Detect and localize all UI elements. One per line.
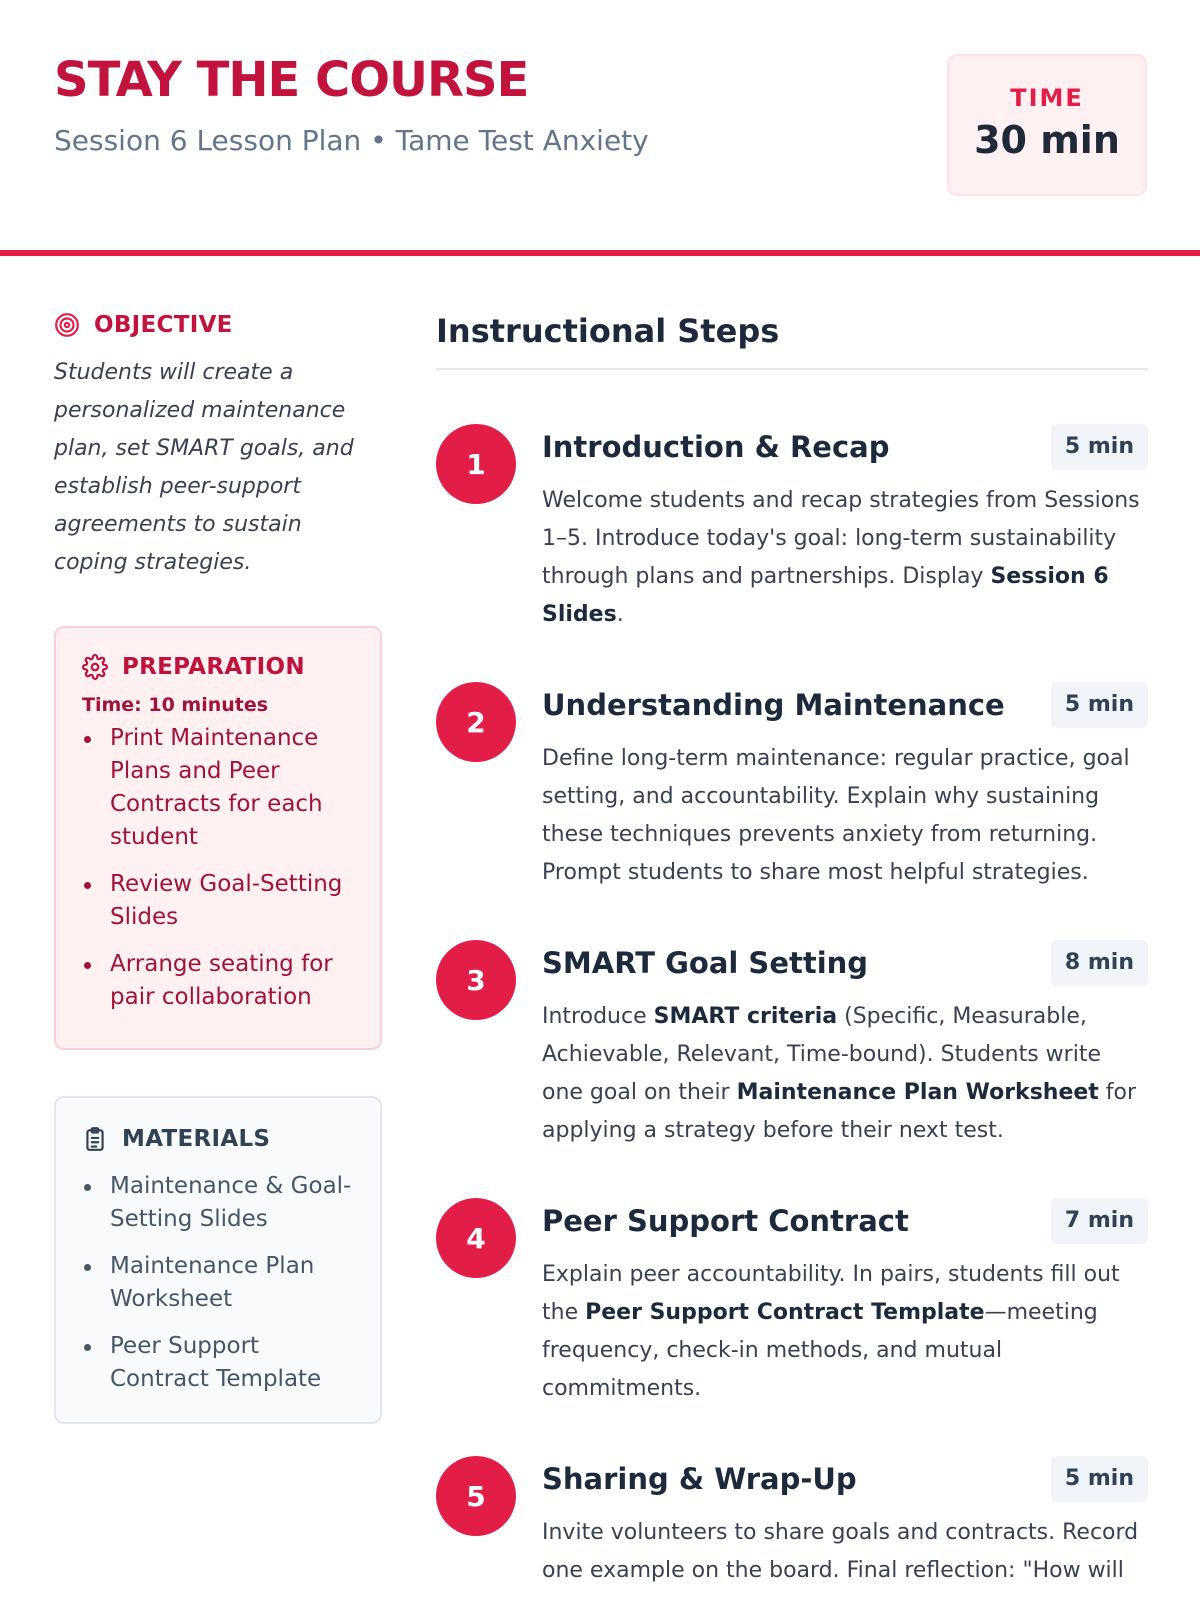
target-icon xyxy=(54,312,80,338)
time-box xyxy=(947,54,1147,196)
preparation-list xyxy=(82,722,356,1014)
step-item xyxy=(436,424,1148,682)
objective-text: Students will create a personalized maintenance plan, set SMART goals, and establish peer-support agreements to sustain coping strategies. xyxy=(54,360,354,575)
step-description xyxy=(542,1256,1148,1408)
instructional-steps-section xyxy=(436,312,1148,1583)
step-body xyxy=(542,424,1148,634)
section-title: Instructional Steps xyxy=(436,312,780,350)
header-divider xyxy=(0,250,1200,256)
step-description-text: for applying a strategy before their next test. xyxy=(542,1080,1137,1143)
time-value: 30 min xyxy=(974,118,1120,162)
step-description-text: Define long-term maintenance: regular practice, goal setting, and accountability. Explain why sustaining these techniques prevents anxiety from returning. Prompt students to share most helpful strategies. xyxy=(542,746,1130,885)
time-label: TIME xyxy=(1010,84,1084,112)
gear-icon xyxy=(82,654,108,680)
objective-section xyxy=(54,312,382,582)
step-description xyxy=(542,740,1148,892)
materials-list xyxy=(82,1170,356,1396)
step-item xyxy=(436,940,1148,1198)
step-title: Introduction & Recap xyxy=(542,430,890,464)
preparation-heading-label: PREPARATION xyxy=(122,654,305,680)
page-header xyxy=(0,0,1200,256)
step-description-bold: SMART criteria xyxy=(653,1004,838,1029)
step-title: Understanding Maintenance xyxy=(542,688,1005,722)
preparation-item: Arrange seating for pair collaboration xyxy=(82,948,356,1014)
page-title: STAY THE COURSE xyxy=(54,52,529,108)
step-description-bold: Peer Support Contract Template xyxy=(585,1300,985,1325)
materials-heading-label: MATERIALS xyxy=(122,1126,271,1152)
sidebar xyxy=(54,312,382,1392)
step-number-badge: 3 xyxy=(436,940,516,1020)
step-item xyxy=(436,1198,1148,1456)
step-duration-badge: 5 min xyxy=(1051,424,1148,470)
step-description-bold: Session 6 Slides xyxy=(542,564,1109,627)
step-body xyxy=(542,940,1148,1150)
preparation-time: Time: 10 minutes xyxy=(82,694,269,716)
section-divider xyxy=(436,368,1148,370)
objective-heading xyxy=(54,312,382,338)
step-item xyxy=(436,1456,1148,1600)
step-description xyxy=(542,482,1148,634)
page-subtitle: Session 6 Lesson Plan • Tame Test Anxiety xyxy=(54,124,649,157)
clipboard-icon xyxy=(82,1126,108,1152)
step-description xyxy=(542,998,1148,1150)
step-description-text: (Specific, Measurable, Achievable, Relevant, Time-bound). Students write one goal on their xyxy=(542,1004,1101,1105)
step-number-badge: 4 xyxy=(436,1198,516,1278)
step-description-text: —meeting frequency, check-in methods, and mutual commitments. xyxy=(542,1300,1098,1401)
step-duration-badge: 5 min xyxy=(1051,682,1148,728)
step-title: Sharing & Wrap-Up xyxy=(542,1462,857,1496)
materials-item: Maintenance & Goal-Setting Slides xyxy=(82,1170,356,1236)
step-description-text: Welcome students and recap strategies from Sessions 1–5. Introduce today's goal: long-term sustainability through plans and partnerships. Display xyxy=(542,488,1140,589)
step-description-text: Introduce xyxy=(542,1004,654,1029)
materials-item: Maintenance Plan Worksheet xyxy=(82,1250,356,1316)
step-duration-badge: 7 min xyxy=(1051,1198,1148,1244)
objective-heading-label: OBJECTIVE xyxy=(94,312,233,338)
step-duration-badge: 5 min xyxy=(1051,1456,1148,1502)
step-description-bold: Maintenance Plan Worksheet xyxy=(736,1080,1099,1105)
step-number-badge: 2 xyxy=(436,682,516,762)
step-description-text: Explain peer accountability. In pairs, students fill out the xyxy=(542,1262,1120,1325)
step-body xyxy=(542,682,1148,892)
materials-card xyxy=(54,1096,382,1424)
preparation-item: Print Maintenance Plans and Peer Contracts for each student xyxy=(82,722,356,854)
materials-item: Peer Support Contract Template xyxy=(82,1330,356,1396)
step-item xyxy=(436,682,1148,940)
preparation-heading xyxy=(82,654,356,680)
step-body xyxy=(542,1198,1148,1408)
step-number-badge: 1 xyxy=(436,424,516,504)
preparation-card xyxy=(54,626,382,1050)
step-description-text: Invite volunteers to share goals and contracts. Record one example on the board. Final reflection: "How will xyxy=(542,1520,1139,1583)
step-title: SMART Goal Setting xyxy=(542,946,869,980)
steps-list xyxy=(436,424,1148,1600)
step-number-badge: 5 xyxy=(436,1456,516,1536)
materials-heading xyxy=(82,1126,356,1152)
step-duration-badge: 8 min xyxy=(1051,940,1148,986)
step-title: Peer Support Contract xyxy=(542,1204,909,1238)
step-description xyxy=(542,1514,1148,1590)
preparation-item: Review Goal-Setting Slides xyxy=(82,868,356,934)
step-body xyxy=(542,1456,1148,1590)
step-description-text: . xyxy=(616,602,624,627)
